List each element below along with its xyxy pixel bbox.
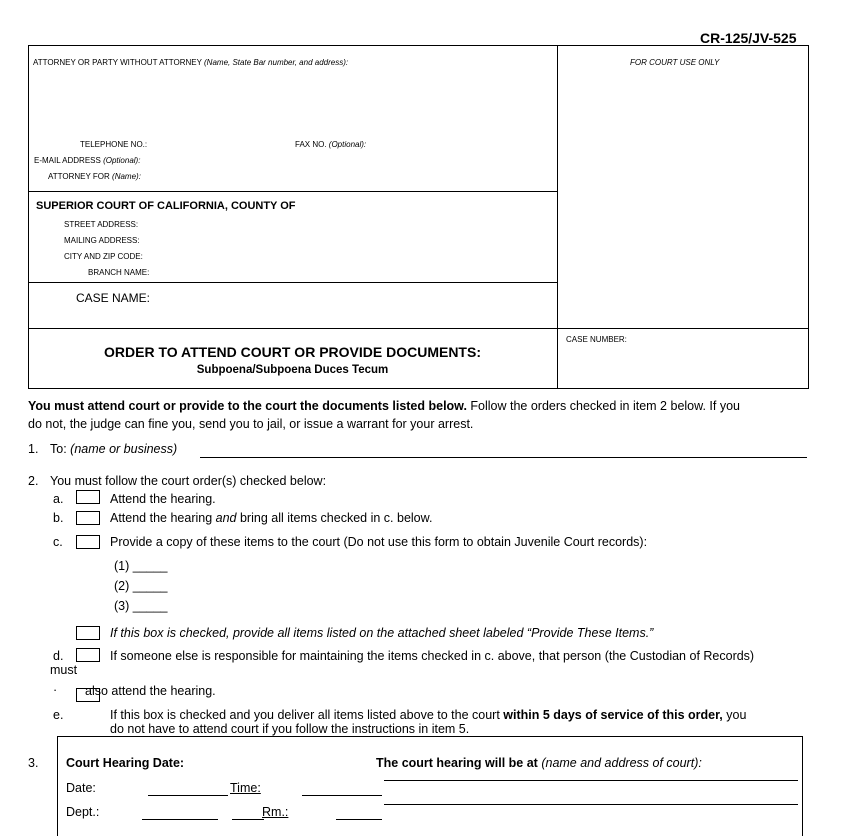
time-label: Time: [230,781,261,795]
item2e-line1 [110,708,810,722]
checkbox-attend-hearing[interactable] [76,490,100,504]
court-address-line1[interactable] [384,780,798,781]
rm-prefix-line [232,819,264,820]
item2e-post: you [722,708,747,722]
intro-rest: Follow the orders checked in item 2 below. If you [466,399,740,413]
fax-hint: (Optional): [328,140,367,149]
date-field[interactable] [148,795,228,796]
court-use-label: FOR COURT USE ONLY [630,58,720,67]
checkbox-attend-and-bring[interactable] [76,511,100,525]
item2a-letter: a. [53,492,64,506]
fax-row [295,140,366,149]
dept-label: Dept.: [66,805,100,819]
checkbox-provide-copy[interactable] [76,535,100,549]
item2b-text [110,511,432,525]
item3-num: 3. [28,756,39,770]
checkbox-attached-sheet[interactable] [76,626,100,640]
item2b-pre: Attend the hearing [110,511,216,525]
branch-label: BRANCH NAME: [88,268,150,277]
item2d-also: also attend the hearing. [85,684,216,698]
item2d-letter: d. [53,649,64,663]
date-label: Date: [66,781,96,795]
item2-num: 2. [28,474,39,488]
item2e-letter: e. [53,708,64,722]
divider-attorney [28,191,557,192]
item1-hint: (name or business) [70,442,178,456]
attorney-for-hint: (Name): [112,172,141,181]
item2c-text: Provide a copy of these items to the court (Do not use this form to obtain Juvenile Court records): [110,535,648,549]
city-label: CITY AND ZIP CODE: [64,252,143,261]
telephone-label: TELEPHONE NO.: [80,140,148,149]
c-item-3[interactable]: (3) _____ [114,599,168,613]
hearing-at-bold: The court hearing will be at [376,756,538,770]
intro-bold: You must attend court or provide to the court the documents listed below. [28,399,467,413]
hearing-box [57,736,803,836]
court-address-line2[interactable] [384,804,798,805]
case-number-label: CASE NUMBER: [566,335,627,344]
intro-line2: do not, the judge can fine you, send you to jail, or issue a warrant for your arrest. [28,417,474,431]
item2b-post: bring all items checked in c. below. [236,511,433,525]
hearing-at-row [376,756,702,770]
c-item-1[interactable]: (1) _____ [114,559,168,573]
attached-text: If this box is checked, provide all items listed on the attached sheet labeled “Provide These Items.” [110,626,654,640]
c-item-2[interactable]: (2) _____ [114,579,168,593]
email-label: E-MAIL ADDRESS [34,156,101,165]
hearing-date-label: Court Hearing Date: [66,756,185,770]
item1-num: 1. [28,442,39,456]
order-title: ORDER TO ATTEND COURT OR PROVIDE DOCUMENTS: [104,344,481,360]
attorney-for-row [48,172,141,181]
intro-line1 [28,399,818,413]
email-row [34,156,140,165]
email-hint: (Optional): [103,156,141,165]
attorney-hint: (Name, State Bar number, and address): [204,58,349,67]
form-id: CR-125/JV-525 [700,30,797,46]
item2e-pre: If this box is checked and you deliver all items listed above to the court [110,708,504,722]
item2e-bold: within 5 days of service of this order, [503,708,723,722]
street-label: STREET ADDRESS: [64,220,139,229]
item1-label: To: [50,442,67,456]
time-field[interactable] [302,795,382,796]
rm-label: Rm.: [262,805,289,819]
item2-lead: You must follow the court order(s) checked below: [50,474,327,488]
case-name-label: CASE NAME: [76,291,151,305]
divider-court [28,282,557,283]
checkbox-custodian[interactable] [76,648,100,662]
item2b-letter: b. [53,511,64,525]
court-title: SUPERIOR COURT OF CALIFORNIA, COUNTY OF [36,200,296,212]
attorney-label: ATTORNEY OR PARTY WITHOUT ATTORNEY [33,58,202,67]
attorney-for-label: ATTORNEY FOR [48,172,110,181]
item1-label-row [50,442,177,456]
mailing-label: MAILING ADDRESS: [64,236,140,245]
fax-label: FAX NO. [295,140,327,149]
item2c-letter: c. [53,535,63,549]
item2e-line2: do not have to attend court if you follow the instructions in item 5. [110,722,470,736]
item2d-text: If someone else is responsible for maintaining the items checked in c. above, that person (the Custodian of Records) [110,649,755,663]
rm-field[interactable] [336,819,382,820]
attorney-label-row [33,58,348,67]
order-subtitle: Subpoena/Subpoena Duces Tecum [196,364,389,376]
item2d-bullet: · [53,683,58,697]
dept-field[interactable] [142,819,218,820]
recipient-field[interactable] [200,457,807,458]
hearing-at-hint: (name and address of court): [541,756,702,770]
item2a-text: Attend the hearing. [110,492,216,506]
caption-box [28,45,809,389]
item2d-must: must [50,663,78,677]
divider-casename [28,328,809,329]
caption-divider [557,45,558,389]
item2b-and: and [215,511,237,525]
